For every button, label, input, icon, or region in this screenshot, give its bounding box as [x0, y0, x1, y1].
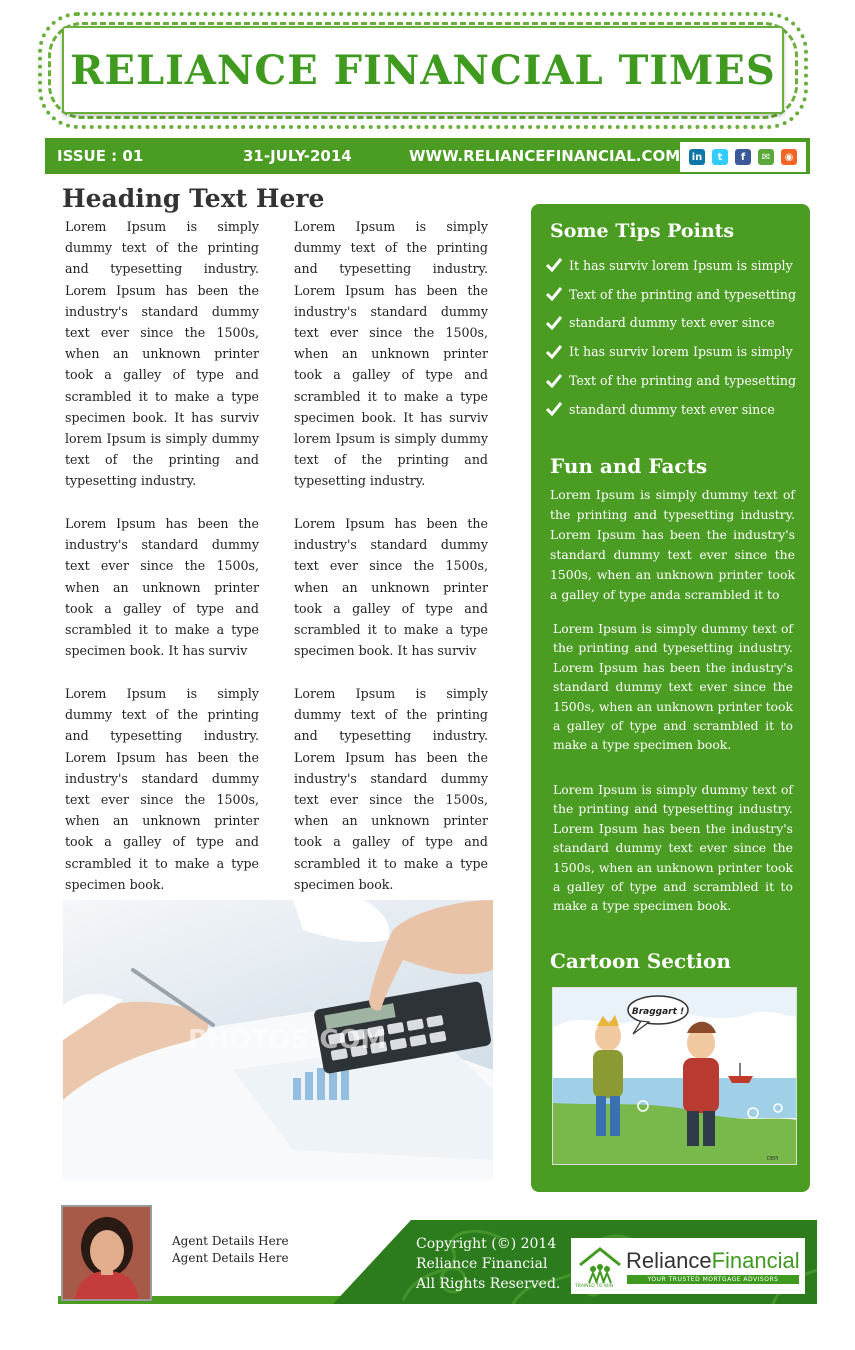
copyright-notice: [416, 1234, 560, 1294]
website-link[interactable]: WWW.RELIANCEFINANCIAL.COM: [409, 147, 681, 165]
tips-list: [543, 251, 796, 424]
checkmark-icon: [543, 258, 565, 272]
copyright-line-1: Copyright (©) 2014: [416, 1236, 557, 1252]
checkmark-icon: [543, 287, 565, 301]
tip-text: standard dummy text ever since: [569, 401, 775, 417]
issue-number: ISSUE : 01: [57, 147, 144, 165]
tip-text: Text of the printing and typesetting: [569, 286, 797, 302]
issue-date: 31-JULY-2014: [243, 147, 352, 165]
footer: [58, 1204, 817, 1305]
rss-icon[interactable]: ◉: [781, 149, 797, 165]
list-item: [543, 337, 796, 366]
list-item: [543, 366, 796, 395]
article-heading: Heading Text Here: [62, 184, 325, 213]
agent-details-line-1: Agent Details Here: [172, 1234, 289, 1248]
masthead-panel: [62, 26, 784, 114]
cartoon-bubble-text: Braggart !: [631, 1007, 685, 1017]
list-item: [543, 251, 796, 280]
agent-portrait: [63, 1207, 150, 1299]
tip-text: standard dummy text ever since: [569, 315, 775, 331]
checkmark-icon: [543, 374, 565, 388]
tip-text: Text of the printing and typesetting: [569, 373, 797, 389]
logo-name-part-2: Financial: [711, 1248, 800, 1273]
agent-photo: [61, 1205, 152, 1301]
agent-details-line-2: Agent Details Here: [172, 1251, 289, 1265]
article-col2-para-3: Lorem Ipsum is simply dummy text of the printing and typesetting industry. Lorem Ipsum has been the industry's standard dummy text ever since the 1500s, when an unknown printer took a galley of type and scrambled it to make a type specimen book.: [294, 686, 488, 892]
masthead-frame: [38, 12, 808, 129]
facts-para-3: Lorem Ipsum is simply dummy text of the printing and typesetting industry. Lorem Ipsum has been the industry's standard dummy text ever since the 1500s, when an unknown printer took a galley of type and scrambled it to make a type specimen book.: [553, 782, 793, 914]
article-col2-para-1: Lorem Ipsum is simply dummy text of the printing and typesetting industry. Lorem Ipsum has been the industry's standard dummy text ever since the 1500s, when an unknown printer took a galley of type and scrambled it to make a type specimen book. It has surviv lorem Ipsum is simply dummy text of the printing and typesetting industry.: [294, 219, 488, 489]
calculator-illustration: [63, 900, 493, 1180]
facebook-icon[interactable]: f: [735, 149, 751, 165]
twitter-icon[interactable]: t: [712, 149, 728, 165]
cartoon-signature: DEPI: [767, 1156, 779, 1162]
social-links: [680, 142, 806, 172]
tips-heading: Some Tips Points: [550, 220, 735, 242]
tip-text: It has surviv lorem Ipsum is simply: [569, 257, 793, 273]
email-icon[interactable]: ✉: [758, 149, 774, 165]
logo-name-part-1: Reliance: [626, 1248, 712, 1273]
article-col1-para-2: Lorem Ipsum has been the industry's standard dummy text ever since the 1500s, when an unknown printer took a galley of type and scrambled it to make a type specimen book. It has surviv: [65, 516, 259, 659]
article-col2-para-2: Lorem Ipsum has been the industry's standard dummy text ever since the 1500s, when an unknown printer took a galley of type and scrambled it to make a type specimen book. It has surviv: [294, 516, 488, 659]
list-item: [543, 395, 796, 424]
checkmark-icon: [543, 316, 565, 330]
agent-details: [172, 1233, 289, 1267]
article-photo-calculator: [63, 900, 493, 1180]
sidebar: [531, 204, 810, 1192]
copyright-line-2: Reliance Financial: [416, 1256, 548, 1272]
tip-text: It has surviv lorem Ipsum is simply: [569, 344, 793, 360]
list-item: [543, 280, 796, 309]
facts-para-2: Lorem Ipsum is simply dummy text of the printing and typesetting industry. Lorem Ipsum has been the industry's standard dummy text ever since the 1500s, when an unknown printer took a galley of type and scrambled it to make a type specimen book.: [553, 621, 793, 753]
house-logo-icon: [575, 1243, 625, 1289]
checkmark-icon: [543, 345, 565, 359]
copyright-line-3: All Rights Reserved.: [416, 1276, 561, 1292]
list-item: [543, 309, 796, 338]
linkedin-icon[interactable]: in: [689, 149, 705, 165]
article-col1-para-1: Lorem Ipsum is simply dummy text of the printing and typesetting industry. Lorem Ipsum has been the industry's standard dummy text ever since the 1500s, when an unknown printer took a galley of type and scrambled it to make a type specimen book. It has surviv lorem Ipsum is simply dummy text of the printing and typesetting industry.: [65, 219, 259, 489]
facts-para-1: Lorem Ipsum is simply dummy text of the printing and typesetting industry. Lorem Ipsum has been the industry's standard dummy text ever since the 1500s, when an unknown printer took a galley of type anda scrambled it to: [550, 487, 795, 602]
article-col1-para-3: Lorem Ipsum is simply dummy text of the printing and typesetting industry. Lorem Ipsum has been the industry's standard dummy text ever since the 1500s, when an unknown printer took a galley of type and scrambled it to make a type specimen book.: [65, 686, 259, 892]
newsletter-title: RELIANCE FINANCIAL TIMES: [70, 46, 776, 94]
cartoon-image: [552, 987, 797, 1165]
logo-wordmark: [626, 1248, 800, 1274]
company-logo: [571, 1238, 805, 1294]
photo-watermark: PHOTOS.COM: [188, 1025, 387, 1055]
logo-small-text: TRAINED TO WIN: [575, 1284, 614, 1289]
cartoon-illustration: [553, 988, 797, 1165]
checkmark-icon: [543, 402, 565, 416]
cartoon-heading: Cartoon Section: [550, 949, 731, 973]
facts-heading: Fun and Facts: [550, 454, 708, 478]
issue-bar: [45, 138, 810, 174]
logo-tagline: YOUR TRUSTED MORTGAGE ADVISORS: [627, 1275, 799, 1284]
